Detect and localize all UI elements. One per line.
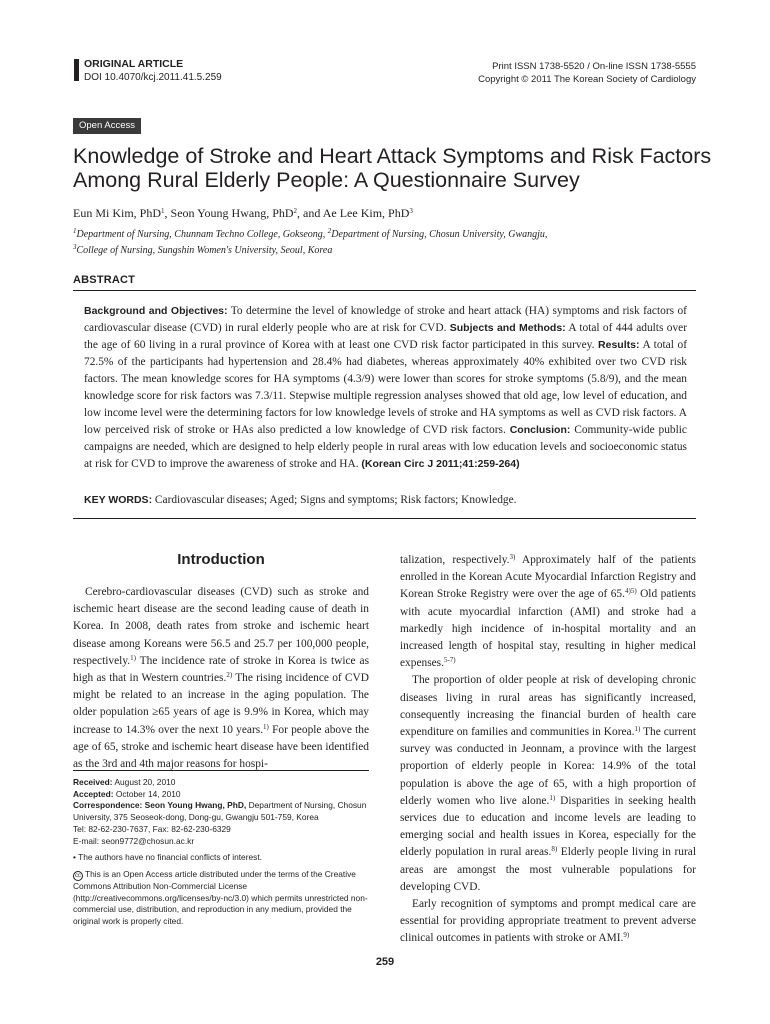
affiliation-line-1 <box>73 227 713 243</box>
keywords <box>84 492 687 509</box>
left-column <box>73 584 369 773</box>
received-label: Received: <box>73 777 113 787</box>
citation-ref[interactable]: 2) <box>226 671 233 680</box>
received-value: August 20, 2010 <box>112 777 176 787</box>
title-line-1: Knowledge of Stroke and Heart Attack Symptoms and Risk Factors <box>73 144 712 168</box>
paragraph-text: For people above the age of 65, stroke and ischemic heart disease have been identified as the 3rd and 4th major reasons for hospi- <box>73 723 369 771</box>
received-date <box>73 777 369 789</box>
section-heading-introduction: Introduction <box>177 551 265 568</box>
conflict-statement: • The authors have no financial conflicts of interest. <box>73 852 262 863</box>
affiliation-text: College of Nursing, Sungshin Women's University, Seoul, Korea <box>76 245 333 256</box>
header-accent-bar <box>74 59 79 81</box>
right-column <box>400 552 696 948</box>
abstract-text: A total of 444 adults over the age of 60 living in a rural province of Korea with at least one CVD risk factor participated in this survey. <box>84 322 687 351</box>
paragraph-text: Approximately half of the patients enrolled in the Korean Acute Myocardial Infarction Registry and Korean Stroke Registry were over the age of 65. <box>400 554 696 601</box>
author-3-affil: 3 <box>409 207 413 215</box>
article-title <box>73 144 713 192</box>
paragraph-text: The rising incidence of CVD might be related to an increase in the aging population. The older population ≥65 years of age is 9.9% in Korea, which may increase to 14.3% over the next 10 years. <box>73 672 369 736</box>
paragraph <box>73 584 369 773</box>
citation-ref[interactable]: 9) <box>623 931 630 940</box>
abstract-label-background: Background and Objectives: <box>84 305 228 317</box>
abstract-text: Community-wide public campaigns are needed, which are designed to help elderly people in rural areas with low education levels and socioeconomic status at risk for CVD to improve the awareness of stroke and HA. <box>84 424 687 470</box>
author-separator: , and <box>297 206 323 220</box>
citation-ref[interactable]: 1) <box>549 793 556 802</box>
affiliation-text: Department of Nursing, Chosun University, Gwangju, <box>331 229 548 240</box>
author-2-affil: 2 <box>293 207 298 215</box>
citation-ref[interactable]: 8) <box>551 845 558 854</box>
affiliation-text: Department of Nursing, Chunnam Techno College, Gokseong, <box>76 229 328 240</box>
author-3: Ae Lee Kim, PhD <box>322 206 410 220</box>
open-access-badge: Open Access <box>73 118 141 134</box>
abstract-top-rule <box>73 290 696 291</box>
article-header-right <box>478 60 696 86</box>
keywords-text: Cardiovascular diseases; Aged; Signs and symptoms; Risk factors; Knowledge. <box>152 494 517 506</box>
paragraph-text: Elderly people living in rural areas are amongst the most vulnerable populations for developing CVD. <box>400 846 696 893</box>
citation-ref[interactable]: 1) <box>130 653 136 662</box>
doi[interactable]: DOI 10.4070/kcj.2011.41.5.259 <box>84 72 222 83</box>
paragraph-text: Cerebro-cardiovascular diseases (CVD) such as stroke and ischemic heart disease are the second leading cause of death in Korea. In 2008, death rates from stroke and ischemic heart disease among Koreans were 56.5 and 25.7 per 100,000 people, respectively. <box>73 586 369 667</box>
abstract-bottom-rule <box>73 518 696 519</box>
paragraph-text: The proportion of older people at risk of developing chronic diseases living in rural areas has significantly increased, consequently increasing the financial burden of health care expenditure on families and communities in Korea. <box>400 674 696 739</box>
accepted-value: October 14, 2010 <box>113 788 181 799</box>
issn: Print ISSN 1738-5520 / On-line ISSN 1738-5555 <box>492 61 696 72</box>
paragraph-text: The current survey was conducted in Jeonnam, a province with the largest proportion of elderly people in Korea: 14.9% of the total population is above the age of 65, with a high proportion of elderly women who live alone. <box>400 726 696 807</box>
page-number: 259 <box>375 956 395 968</box>
abstract-label-results: Results: <box>598 339 640 351</box>
abstract-label-methods: Subjects and Methods: <box>449 322 566 334</box>
citation-ref[interactable]: 4)5) <box>624 587 637 596</box>
affiliations <box>73 227 713 259</box>
affil-marker: 3 <box>73 243 77 251</box>
paragraph-text: Disparities in seeking health services due to education and income levels are leading to emerging social and health issues in Korea, especially for the elderly population in rural areas. <box>400 794 696 859</box>
license-statement <box>73 869 369 928</box>
license-text: This is an Open Access article distributed under the terms of the Creative Commons Attribution Non-Commercial License (http://creativecommons.org/licenses/by-nc/3.0) which permits unrestricted non-commercial use, distribution, and reproduction in any medium, provided the original work is properly cited. <box>73 868 368 927</box>
title-line-2: Among Rural Elderly People: A Questionnaire Survey <box>73 168 580 192</box>
affil-marker: 2 <box>327 227 332 235</box>
creative-commons-icon: cc <box>75 872 81 879</box>
copyright: Copyright © 2011 The Korean Society of Cardiology <box>478 74 696 85</box>
abstract-text: A total of 72.5% of the participants had hypertension and 28.4% had diabetes, whereas approximately 40% exhibited over two CVD risk factors. The mean knowledge scores for HA symptoms (4.3/9) were lower than scores for stroke symptoms (5.8/9), and the mean knowledge score for risk factors was 7.3/11. Stepwise multiple regression analyses showed that old age, low level of education, and low income level were the determining factors for low knowledge levels of stroke and HA symptoms as well as CVD risk factors. A low perceived risk of stroke or HAs also predicted a low knowledge of CVD risk factors. <box>84 339 687 436</box>
paragraph <box>400 896 696 948</box>
author-2: Seon Young Hwang, PhD <box>170 206 294 220</box>
article-type: ORIGINAL ARTICLE <box>84 58 184 70</box>
article-header-left <box>84 58 222 84</box>
affil-marker: 1 <box>73 227 77 235</box>
accepted-date <box>73 789 369 801</box>
footnotes <box>73 777 369 928</box>
paragraph-text: Old patients with acute myocardial infarction (AMI) and stroke had a markedly high incidence of in-hospital mortality and an increased length of hospital stay, resulting in higher medical expenses. <box>400 588 696 670</box>
author-separator: , <box>164 206 171 220</box>
phone-fax: Tel: 82-62-230-7637, Fax: 82-62-230-6329 <box>73 823 231 834</box>
affiliation-line-2 <box>73 243 713 259</box>
abstract-heading: ABSTRACT <box>73 274 136 286</box>
paragraph <box>400 672 696 896</box>
correspondence-address: Department of Nursing, Chosun University, 375 Seoseok-dong, Dong-gu, Gwangju 501-759, Korea <box>73 800 367 823</box>
footnote-rule <box>73 770 369 771</box>
accepted-label: Accepted: <box>73 788 114 799</box>
abstract-text: To determine the level of knowledge of stroke and heart attack (HA) symptoms and risk factors of cardiovascular disease (CVD) in rural elderly people who are at risk for CVD. <box>84 305 687 334</box>
author-1-affil: 1 <box>161 207 165 215</box>
paragraph-text: The incidence rate of stroke in Korea is twice as high as that in Western countries. <box>73 654 369 685</box>
abstract-body <box>84 303 687 473</box>
citation-ref[interactable]: 3) <box>509 553 516 561</box>
paragraph-text: Early recognition of symptoms and prompt medical care are essential for providing appropriate treatment to prevent adverse clinical outcomes in patients with stroke or AMI. <box>400 898 696 945</box>
citation-ref[interactable]: 1) <box>263 722 269 731</box>
citation-ref[interactable]: 1) <box>634 725 641 734</box>
author-1: Eun Mi Kim, PhD <box>73 206 162 220</box>
paragraph-text: talization, respectively. <box>400 554 510 566</box>
keywords-label: KEY WORDS: <box>84 494 153 506</box>
abstract-label-conclusion: Conclusion: <box>509 424 571 436</box>
correspondence <box>73 800 369 823</box>
citation-ref[interactable]: 5-7) <box>443 656 456 665</box>
paragraph <box>400 552 696 672</box>
author-list <box>73 206 413 221</box>
correspondence-label: Correspondence: Seon Young Hwang, PhD, <box>73 800 247 811</box>
journal-citation: (Korean Circ J 2011;41:259-264) <box>361 458 520 470</box>
email[interactable]: E-mail: seon9772@chosun.ac.kr <box>73 835 195 846</box>
